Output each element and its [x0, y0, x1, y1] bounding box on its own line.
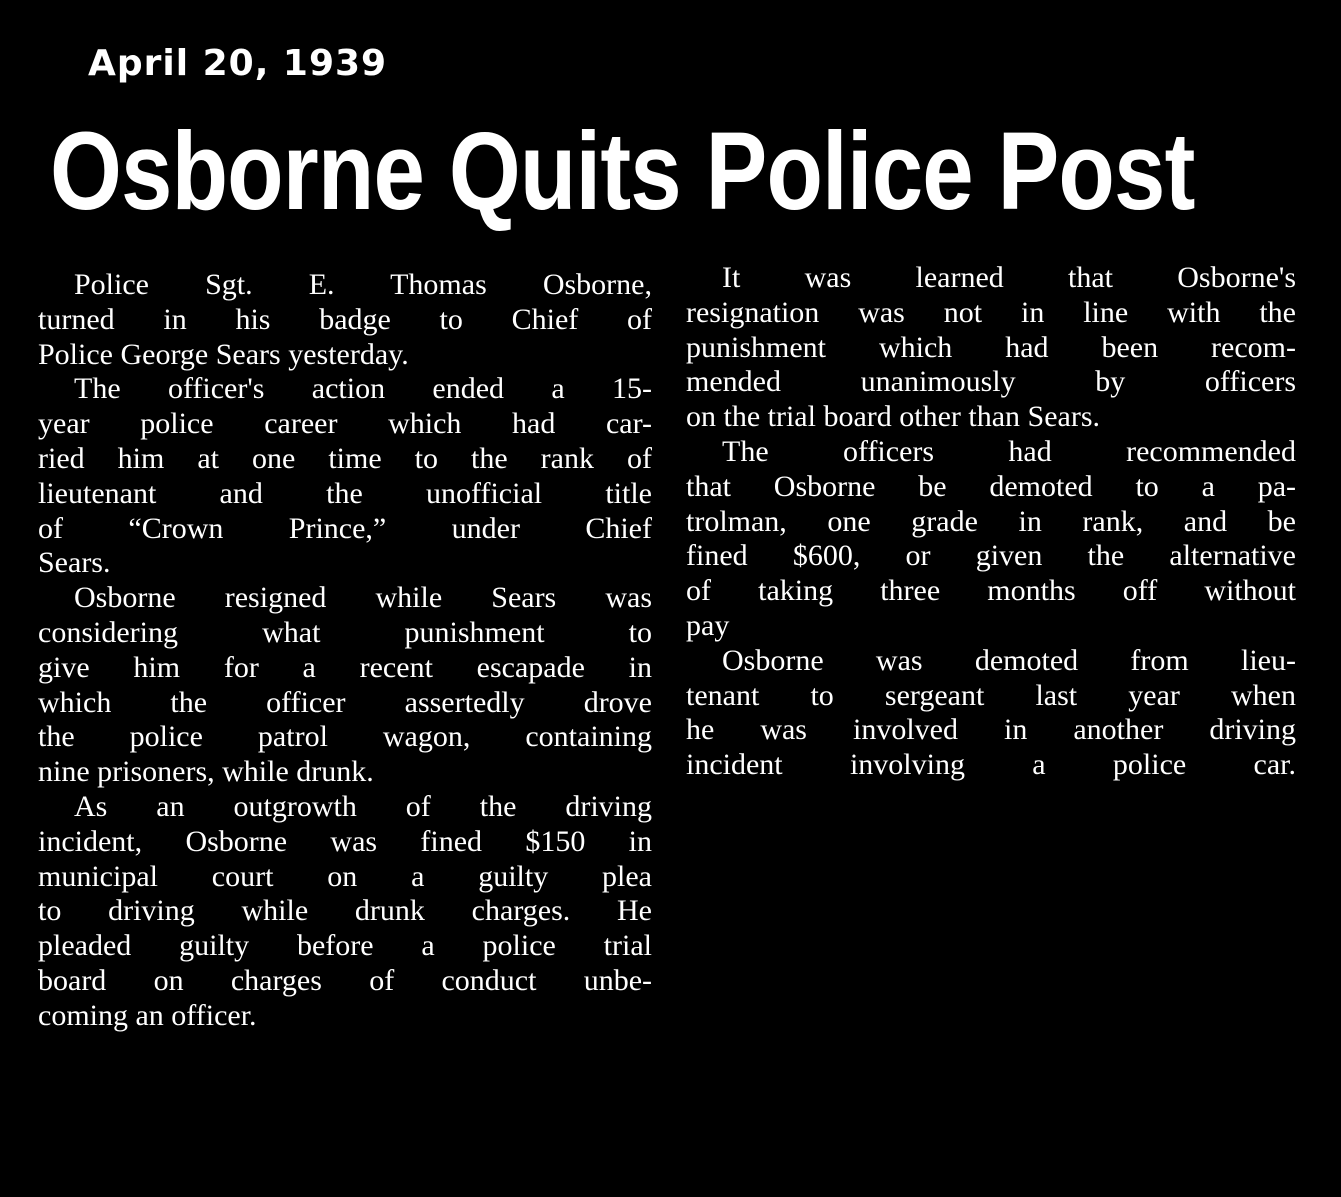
- article-text-line: coming an officer.: [38, 998, 257, 1032]
- article-text-line: Osborne was demoted from lieu-: [722, 643, 1296, 677]
- article-text-line: the police patrol wagon, containing: [38, 720, 652, 754]
- article-text-line: trolman, one grade in rank, and be: [686, 504, 1296, 538]
- article-text-line: Police Sgt. E. Thomas Osborne,: [74, 268, 652, 301]
- article-text-line: that Osborne be demoted to a pa-: [686, 469, 1296, 503]
- article-text-line: tenant to sergeant last year when: [686, 678, 1296, 712]
- article-text-line: year police career which had car-: [38, 407, 652, 441]
- article-text-line: lieutenant and the unofficial title: [38, 476, 652, 510]
- article-text-line: As an outgrowth of the driving: [74, 789, 652, 823]
- article-text-line: incident involving a police car.: [686, 748, 1296, 782]
- article-text-line: incident, Osborne was fined $150 in: [38, 824, 652, 858]
- article-text-line: Sears.: [38, 546, 111, 580]
- article-text-line: on the trial board other than Sears.: [686, 400, 1101, 434]
- article-text-line: pleaded guilty before a police trial: [38, 929, 652, 963]
- article-text-line: he was involved in another driving: [686, 713, 1296, 747]
- article-text-line: Police George Sears yesterday.: [38, 337, 409, 371]
- article-date: April 20, 1939: [88, 43, 388, 84]
- article-text-line: Osborne resigned while Sears was: [74, 581, 652, 615]
- article-text-line: resignation was not in line with the: [686, 295, 1296, 329]
- article-text-line: mended unanimously by officers: [686, 365, 1296, 399]
- article-text-line: which the officer assertedly drove: [38, 685, 652, 719]
- article-text-line: The officer's action ended a 15-: [74, 372, 652, 406]
- article-column-right: [686, 261, 1296, 783]
- article-text-line: of “Crown Prince,” under Chief: [38, 511, 652, 545]
- article-text-line: turned in his badge to Chief of: [38, 302, 652, 336]
- article-text-line: municipal court on a guilty plea: [38, 859, 652, 893]
- article-text-line: The officers had recommended: [722, 434, 1296, 468]
- article-text-line: It was learned that Osborne's: [722, 261, 1296, 294]
- article-text-line: nine prisoners, while drunk.: [38, 755, 374, 789]
- article-text-line: considering what punishment to: [38, 615, 652, 649]
- article-text-line: fined $600, or given the alternative: [686, 539, 1296, 573]
- article-text-line: pay: [686, 608, 730, 642]
- article-headline: Osborne Quits Police Post: [50, 110, 1195, 233]
- article-text-line: to driving while drunk charges. He: [38, 894, 652, 928]
- article-text-line: give him for a recent escapade in: [38, 650, 652, 684]
- article-text-line: punishment which had been recom-: [686, 330, 1296, 364]
- article-text-line: ried him at one time to the rank of: [38, 441, 652, 475]
- article-column-left: [38, 268, 652, 1034]
- article-text-line: of taking three months off without: [686, 574, 1296, 608]
- article-text-line: board on charges of conduct unbe-: [38, 963, 652, 997]
